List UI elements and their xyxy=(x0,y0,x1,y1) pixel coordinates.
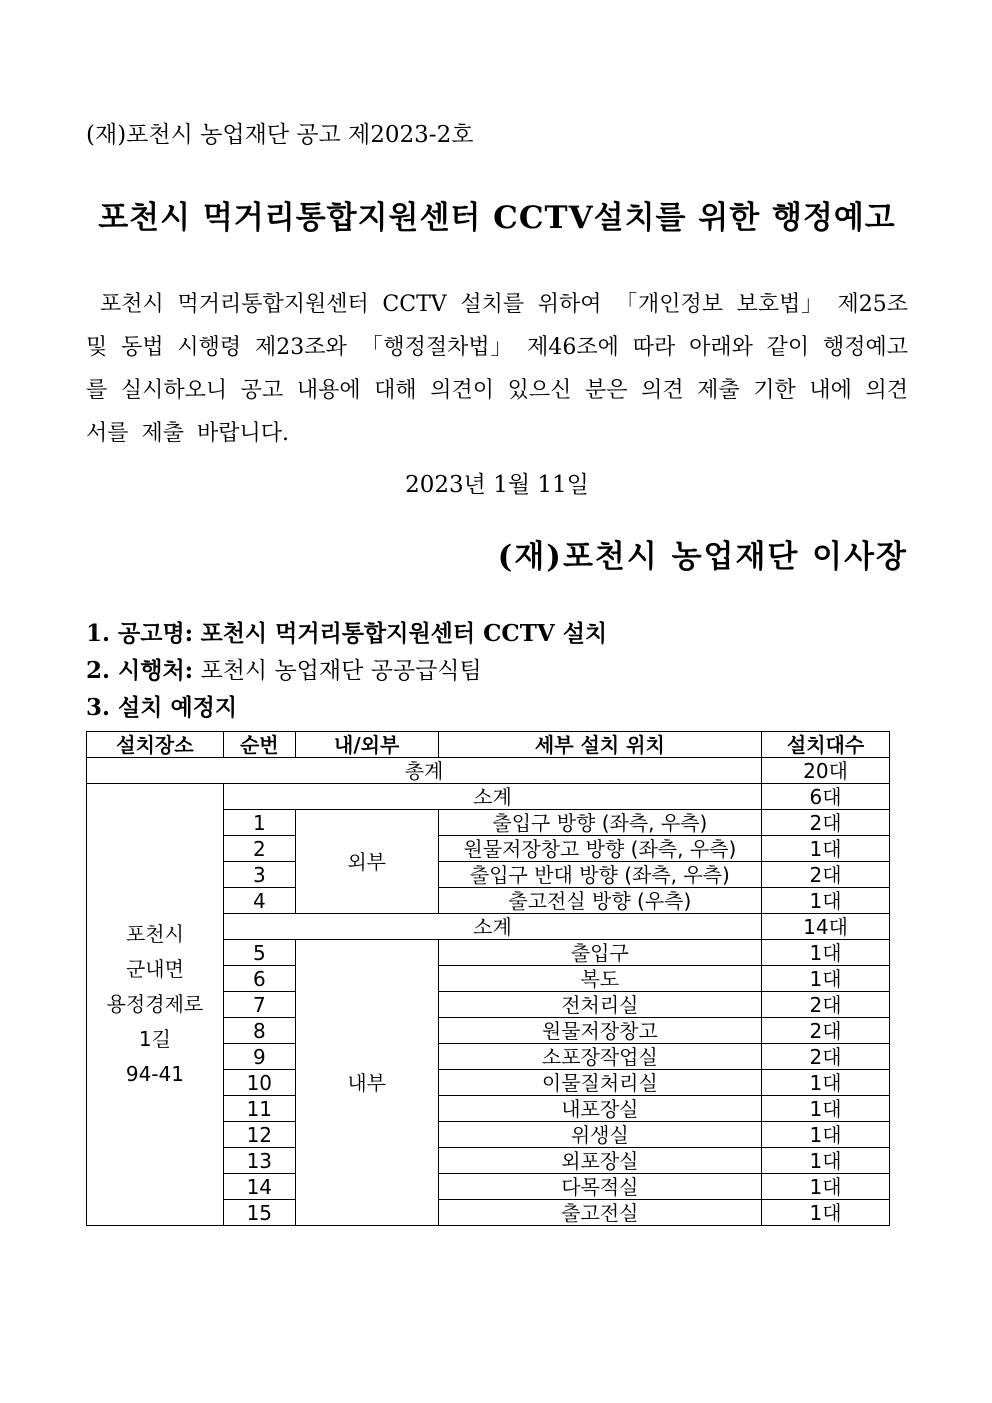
row-number: 3 xyxy=(223,862,295,888)
row-count: 1대 xyxy=(762,1096,890,1122)
item-executor-label: 2. 시행처: xyxy=(86,657,194,684)
item-executor xyxy=(86,652,482,685)
total-value: 20대 xyxy=(762,758,890,784)
row-number: 15 xyxy=(223,1200,295,1226)
location-line: 군내면 xyxy=(125,957,184,981)
row-count: 1대 xyxy=(762,966,890,992)
row-number: 6 xyxy=(223,966,295,992)
cctv-install-table xyxy=(86,731,890,1226)
row-count: 1대 xyxy=(762,888,890,914)
item-notice-name-label: 1. 공고명: xyxy=(86,620,194,647)
row-place: 전처리실 xyxy=(438,992,762,1018)
item-executor-value: 포천시 농업재단 공공급식팀 xyxy=(200,658,482,684)
item-notice-name xyxy=(86,615,607,648)
row-place: 출입구 xyxy=(438,940,762,966)
row-place: 내포장실 xyxy=(438,1096,762,1122)
row-place: 원물저장창고 xyxy=(438,1018,762,1044)
row-count: 1대 xyxy=(762,1148,890,1174)
inner-type-cell: 내부 xyxy=(295,940,438,1226)
row-place: 출입구 반대 방향 (좌측, 우측) xyxy=(438,862,762,888)
row-place: 다목적실 xyxy=(438,1174,762,1200)
row-count: 1대 xyxy=(762,1174,890,1200)
row-number: 7 xyxy=(223,992,295,1018)
row-place: 소포장작업실 xyxy=(438,1044,762,1070)
row-place: 위생실 xyxy=(438,1122,762,1148)
document-title: 포천시 먹거리통합지원센터 CCTV설치를 위한 행정예고 xyxy=(98,200,896,236)
row-count: 2대 xyxy=(762,992,890,1018)
row-number: 14 xyxy=(223,1174,295,1200)
outer-subtotal-row xyxy=(87,784,890,810)
row-place: 출고전실 방향 (우측) xyxy=(438,888,762,914)
row-place: 출고전실 xyxy=(438,1200,762,1226)
header-number: 순번 xyxy=(223,732,295,758)
row-number: 1 xyxy=(223,810,295,836)
row-count: 1대 xyxy=(762,940,890,966)
notice-number: (재)포천시 농업재단 공고 제2023-2호 xyxy=(86,122,474,148)
row-place: 출입구 방향 (좌측, 우측) xyxy=(438,810,762,836)
item-notice-name-value: 포천시 먹거리통합지원센터 CCTV 설치 xyxy=(200,620,608,647)
notice-body: 포천시 먹거리통합지원센터 CCTV 설치를 위하여 「개인정보 보호법」 제25조 및 동법 시행령 제23조와 「행정절차법」 제46조에 따라 아래와 같이 행정예고를 실시하오니 공고 내용에 대해 의견이 있으신 분은 의견 제출 기한 내에 의견서를 제출 바랍니다. xyxy=(86,292,908,446)
location-line: 용정경제로 xyxy=(106,992,204,1016)
issuer-signature: (재)포천시 농업재단 이사장 xyxy=(497,539,908,575)
row-number: 10 xyxy=(223,1070,295,1096)
total-row xyxy=(87,758,890,784)
row-place: 이물질처리실 xyxy=(438,1070,762,1096)
row-place: 외포장실 xyxy=(438,1148,762,1174)
table-header-row xyxy=(87,732,890,758)
header-count: 설치대수 xyxy=(762,732,890,758)
row-number: 13 xyxy=(223,1148,295,1174)
row-count: 1대 xyxy=(762,1200,890,1226)
row-number: 2 xyxy=(223,836,295,862)
header-location: 설치장소 xyxy=(87,732,224,758)
inner-subtotal-label: 소계 xyxy=(223,914,761,940)
row-count: 1대 xyxy=(762,1122,890,1148)
row-number: 9 xyxy=(223,1044,295,1070)
notice-date: 2023년 1월 11일 xyxy=(405,472,589,498)
row-count: 1대 xyxy=(762,1070,890,1096)
outer-subtotal-label: 소계 xyxy=(223,784,761,810)
row-number: 8 xyxy=(223,1018,295,1044)
row-count: 2대 xyxy=(762,1018,890,1044)
row-count: 1대 xyxy=(762,836,890,862)
inner-subtotal-value: 14대 xyxy=(762,914,890,940)
row-number: 4 xyxy=(223,888,295,914)
row-number: 12 xyxy=(223,1122,295,1148)
row-number: 11 xyxy=(223,1096,295,1122)
outer-subtotal-value: 6대 xyxy=(762,784,890,810)
location-cell xyxy=(87,784,224,1226)
header-detail-location: 세부 설치 위치 xyxy=(438,732,762,758)
row-count: 2대 xyxy=(762,862,890,888)
item-install-site xyxy=(86,689,237,722)
row-count: 2대 xyxy=(762,810,890,836)
total-label: 총계 xyxy=(87,758,762,784)
outer-type-cell: 외부 xyxy=(295,810,438,914)
row-count: 2대 xyxy=(762,1044,890,1070)
row-number: 5 xyxy=(223,940,295,966)
location-line: 포천시 xyxy=(125,922,184,946)
row-place: 원물저장창고 방향 (좌측, 우측) xyxy=(438,836,762,862)
row-place: 복도 xyxy=(438,966,762,992)
location-line: 1길 xyxy=(138,1027,171,1051)
item-install-site-label: 3. 설치 예정지 xyxy=(86,694,238,721)
location-line: 94-41 xyxy=(125,1062,184,1086)
header-in-out: 내/외부 xyxy=(295,732,438,758)
